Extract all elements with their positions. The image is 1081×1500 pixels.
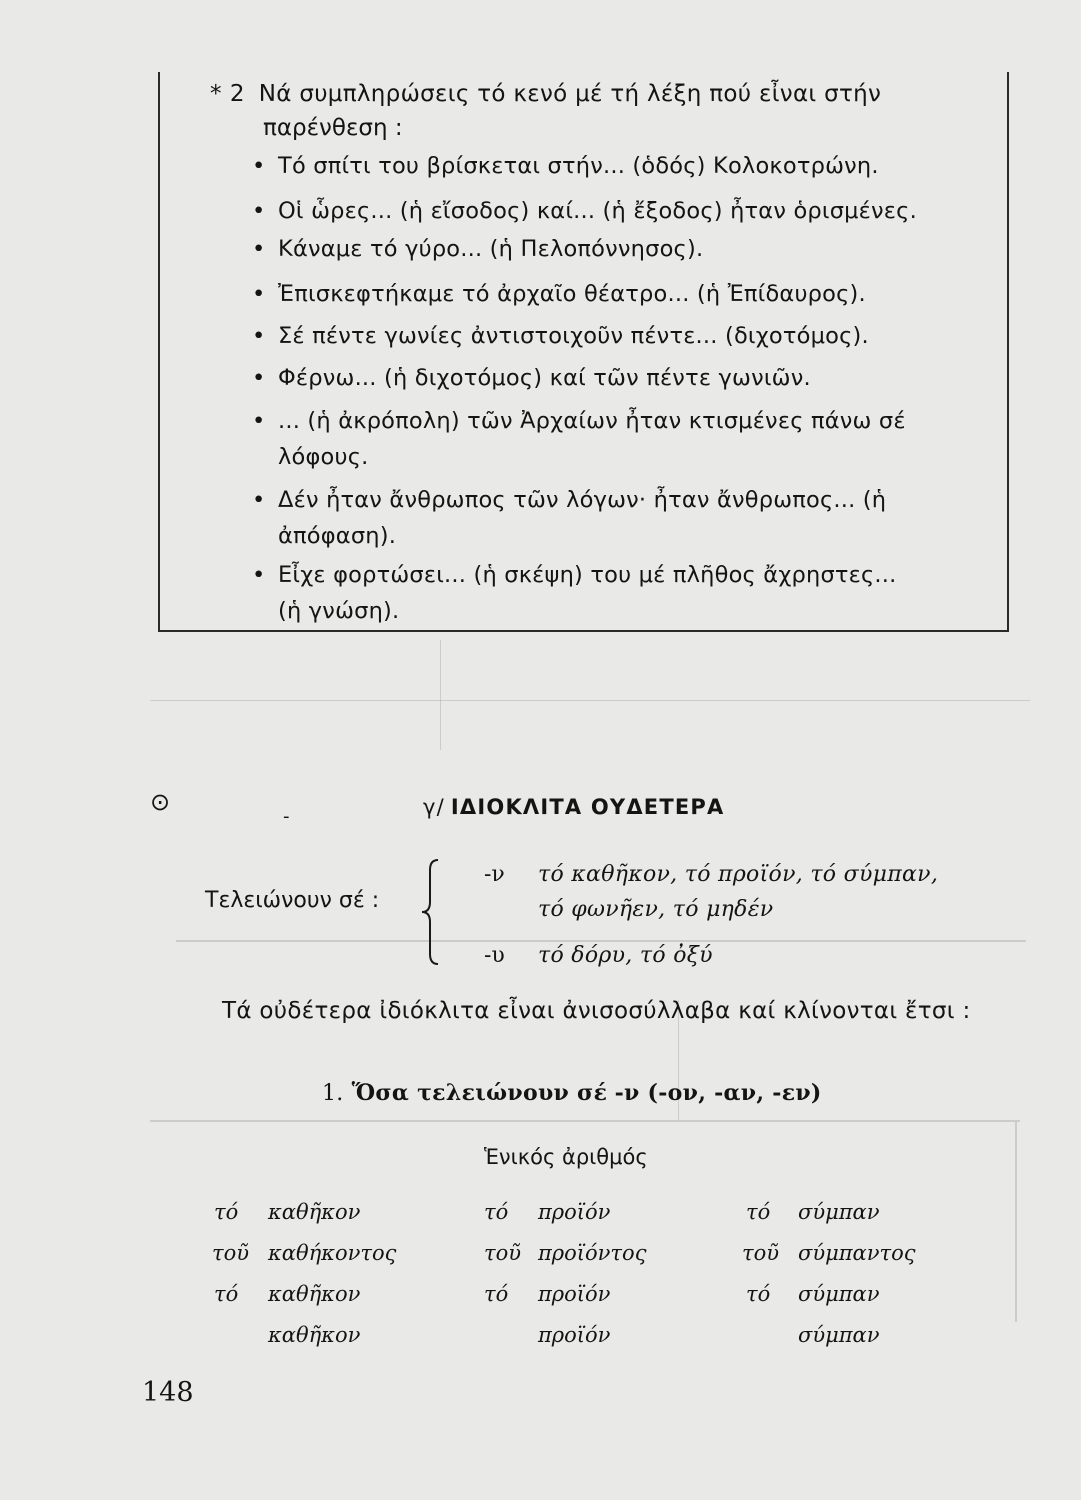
exercise-number: 2 bbox=[229, 81, 245, 107]
brace-icon bbox=[418, 858, 442, 966]
noun-form: προϊόν bbox=[538, 1200, 611, 1224]
item-text: Φέρνω... (ἡ διχοτόμος) καί τῶν πέντε γωνιῶν. bbox=[278, 365, 811, 391]
ending-n-examples: τό καθῆκον, τό προϊόν, τό σύμπαν, bbox=[538, 862, 939, 887]
noun-form: καθῆκον bbox=[268, 1282, 361, 1306]
noun-form: σύμπαν bbox=[798, 1200, 880, 1224]
exercise-item bbox=[252, 482, 886, 554]
article: τό bbox=[484, 1282, 509, 1306]
exercise-item bbox=[252, 318, 869, 354]
noun-form: καθήκοντος bbox=[268, 1241, 397, 1265]
item-text: Ἐπισκεφτήκαμε τό ἀρχαῖο θέατρο... (ἡ Ἐπίδαυρος). bbox=[278, 281, 866, 307]
exercise-item bbox=[252, 360, 811, 396]
article: τοῦ bbox=[742, 1241, 780, 1265]
bullet: • bbox=[252, 236, 266, 262]
bullet: • bbox=[252, 408, 266, 434]
bullet: • bbox=[252, 487, 266, 513]
noun-form: σύμπαν bbox=[798, 1282, 880, 1306]
noun-form: σύμπαντος bbox=[798, 1241, 916, 1265]
star-marker: * bbox=[210, 81, 222, 107]
ending-y: -υ bbox=[484, 943, 505, 968]
subsection-title: Ὅσα τελειώνουν σέ bbox=[351, 1080, 608, 1106]
bullet: • bbox=[252, 323, 266, 349]
item-text-cont: ἀπόφαση). bbox=[278, 523, 397, 549]
article: τό bbox=[214, 1200, 239, 1224]
page-number: 148 bbox=[142, 1377, 194, 1408]
article: τό bbox=[746, 1282, 771, 1306]
exercise-heading bbox=[210, 76, 881, 112]
intro-paragraph: Τά οὐδέτερα ἰδιόκλιτα εἶναι ἀνισοσύλλαβα καί κλίνονται ἔτσι : bbox=[222, 998, 971, 1024]
ending-n: -ν bbox=[484, 862, 505, 887]
subsection-number: 1. bbox=[322, 1081, 344, 1106]
item-text: ... (ἡ ἀκρόπολη) τῶν Ἀρχαίων ἦταν κτισμένες πάνω σέ bbox=[278, 408, 906, 434]
section-letter: γ/ bbox=[423, 795, 445, 819]
exercise-item bbox=[252, 557, 897, 629]
section-title: ΙΔΙΟΚΛΙΤΑ ΟΥΔΕΤΕΡΑ bbox=[450, 795, 725, 819]
declension-header: Ἑνικός ἀριθμός bbox=[484, 1145, 648, 1169]
exercise-item bbox=[252, 231, 703, 267]
exercise-instruction-cont: παρένθεση : bbox=[263, 115, 403, 141]
item-text-cont: λόφους. bbox=[278, 444, 369, 470]
noun-form: προϊόντος bbox=[538, 1241, 647, 1265]
subsection-endings: -ν (-ον, -αν, -εν) bbox=[614, 1080, 822, 1106]
noun-form: προϊόν bbox=[538, 1282, 611, 1306]
item-text: Τό σπίτι του βρίσκεται στήν... (ὁδός) Κολοκοτρώνη. bbox=[278, 153, 879, 179]
noun-form: προϊόν bbox=[538, 1323, 611, 1347]
ending-y-examples: τό δόρυ, τό ὀξύ bbox=[538, 943, 713, 968]
bullet: • bbox=[252, 562, 266, 588]
article: τό bbox=[746, 1200, 771, 1224]
dash-mark: - bbox=[283, 806, 290, 827]
item-text: Οἱ ὧρες... (ἡ εἴσοδος) καί... (ἡ ἔξοδος) ἦταν ὁρισμένες. bbox=[278, 198, 917, 224]
exercise-instruction: Νά συμπληρώσεις τό κενό μέ τή λέξη πού εἶναι στήν bbox=[258, 81, 882, 107]
article: τοῦ bbox=[212, 1241, 250, 1265]
noun-form: σύμπαν bbox=[798, 1323, 880, 1347]
article: τό bbox=[484, 1200, 509, 1224]
subsection-heading bbox=[322, 1080, 822, 1106]
noun-form: καθῆκον bbox=[268, 1323, 361, 1347]
noun-form: καθῆκον bbox=[268, 1200, 361, 1224]
exercise-item bbox=[252, 403, 906, 475]
item-text: Εἶχε φορτώσει... (ἡ σκέψη) του μέ πλῆθος ἄχρηστες... bbox=[278, 562, 897, 588]
circled-dot-icon: ⊙ bbox=[150, 788, 171, 816]
item-text: Σέ πέντε γωνίες ἀντιστοιχοῦν πέντε... (διχοτόμος). bbox=[278, 323, 869, 349]
item-text: Κάναμε τό γύρο... (ἡ Πελοπόννησος). bbox=[278, 236, 704, 262]
item-text: Δέν ἦταν ἄνθρωπος τῶν λόγων· ἦταν ἄνθρωπος... (ἡ bbox=[278, 487, 887, 513]
item-text-cont: (ἡ γνώση). bbox=[278, 598, 400, 624]
ending-n-examples-cont: τό φωνῆεν, τό μηδέν bbox=[538, 897, 774, 922]
exercise-item bbox=[252, 276, 866, 312]
article: τό bbox=[214, 1282, 239, 1306]
exercise-item bbox=[252, 148, 879, 184]
bullet: • bbox=[252, 153, 266, 179]
bullet: • bbox=[252, 281, 266, 307]
article: τοῦ bbox=[484, 1241, 522, 1265]
bullet: • bbox=[252, 198, 266, 224]
exercise-item bbox=[252, 193, 917, 229]
bullet: • bbox=[252, 365, 266, 391]
section-heading bbox=[423, 795, 724, 819]
endings-label: Τελειώνουν σέ : bbox=[205, 888, 380, 913]
